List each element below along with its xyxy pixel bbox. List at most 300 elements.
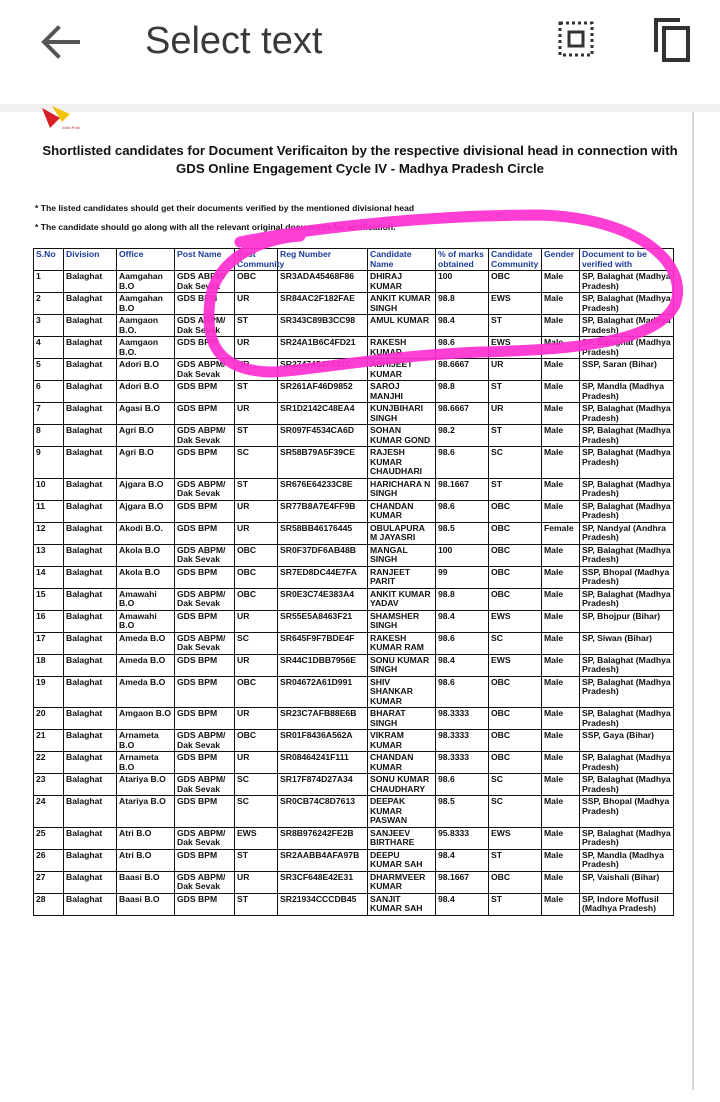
cell-division: Balaghat bbox=[64, 893, 117, 915]
table-row bbox=[34, 752, 674, 774]
cell-reg-number: SR3ADA45468F86 bbox=[278, 271, 368, 293]
cell-sno: 8 bbox=[34, 425, 64, 447]
cell-candidate-community: UR bbox=[489, 359, 542, 381]
cell-post-community: ST bbox=[235, 425, 278, 447]
cell-candidate-name: RANJEET PARIT bbox=[368, 566, 436, 588]
cell-verify-with: SP, Mandla (Madhya Pradesh) bbox=[580, 381, 674, 403]
cell-candidate-name: SOHAN KUMAR GOND bbox=[368, 425, 436, 447]
cell-post-community: UR bbox=[235, 654, 278, 676]
cell-candidate-community: EWS bbox=[489, 827, 542, 849]
cell-candidate-name: RAKESH KUMAR RAM bbox=[368, 632, 436, 654]
column-header: Candidate Community bbox=[489, 249, 542, 271]
table-row bbox=[34, 425, 674, 447]
cell-candidate-name: CHANDAN KUMAR bbox=[368, 500, 436, 522]
cell-gender: Male bbox=[542, 447, 580, 479]
cell-marks: 98.8 bbox=[436, 381, 489, 403]
cell-marks: 98.6 bbox=[436, 676, 489, 708]
cell-candidate-name: OBULAPURA M JAYASRI bbox=[368, 522, 436, 544]
cell-marks: 100 bbox=[436, 544, 489, 566]
cell-office: Aamgahan B.O bbox=[117, 293, 175, 315]
cell-candidate-community: EWS bbox=[489, 654, 542, 676]
cell-marks: 99 bbox=[436, 566, 489, 588]
cell-verify-with: SP, Balaghat (Madhya Pradesh) bbox=[580, 403, 674, 425]
cell-sno: 4 bbox=[34, 337, 64, 359]
cell-division: Balaghat bbox=[64, 293, 117, 315]
cell-post-community: UR bbox=[235, 871, 278, 893]
cell-candidate-community: OBC bbox=[489, 522, 542, 544]
cell-candidate-community: OBC bbox=[489, 752, 542, 774]
cell-verify-with: SP, Balaghat (Madhya Pradesh) bbox=[580, 447, 674, 479]
cell-post-name: GDS ABPM/ Dak Sevak bbox=[175, 478, 235, 500]
cell-candidate-name: SANJEEV BIRTHARE bbox=[368, 827, 436, 849]
cell-verify-with: SP, Balaghat (Madhya Pradesh) bbox=[580, 676, 674, 708]
cell-gender: Male bbox=[542, 544, 580, 566]
cell-office: Ameda B.O bbox=[117, 676, 175, 708]
cell-candidate-community: ST bbox=[489, 425, 542, 447]
cell-candidate-name: SONU KUMAR CHAUDHARY bbox=[368, 774, 436, 796]
cell-verify-with: SP, Balaghat (Madhya Pradesh) bbox=[580, 774, 674, 796]
cell-division: Balaghat bbox=[64, 381, 117, 403]
cell-verify-with: SP, Balaghat (Madhya Pradesh) bbox=[580, 337, 674, 359]
cell-candidate-community: ST bbox=[489, 315, 542, 337]
cell-office: Aamgahan B.O bbox=[117, 271, 175, 293]
table-row bbox=[34, 796, 674, 828]
cell-marks: 98.8 bbox=[436, 588, 489, 610]
cell-sno: 5 bbox=[34, 359, 64, 381]
cell-marks: 98.6 bbox=[436, 632, 489, 654]
cell-division: Balaghat bbox=[64, 500, 117, 522]
cell-candidate-name: ANKIT KUMAR SINGH bbox=[368, 293, 436, 315]
cell-verify-with: SP, Balaghat (Madhya Pradesh) bbox=[580, 588, 674, 610]
cell-candidate-community: OBC bbox=[489, 708, 542, 730]
cell-sno: 10 bbox=[34, 478, 64, 500]
cell-division: Balaghat bbox=[64, 359, 117, 381]
cell-candidate-community: ST bbox=[489, 478, 542, 500]
candidate-table bbox=[33, 248, 674, 916]
cell-gender: Male bbox=[542, 752, 580, 774]
table-row bbox=[34, 708, 674, 730]
cell-candidate-name: SHAMSHER SINGH bbox=[368, 610, 436, 632]
cell-post-community: ST bbox=[235, 381, 278, 403]
cell-post-community: UR bbox=[235, 403, 278, 425]
select-all-icon[interactable] bbox=[557, 20, 595, 58]
cell-post-community: UR bbox=[235, 522, 278, 544]
cell-office: Baasi B.O bbox=[117, 871, 175, 893]
cell-office: Ameda B.O bbox=[117, 654, 175, 676]
table-row bbox=[34, 403, 674, 425]
document-heading: Shortlisted candidates for Document Verificaiton by the respective divisional head in connection with GDS Online Engagement Cycle IV - Madhya Pradesh Circle bbox=[42, 143, 678, 176]
cell-reg-number: SR58BB46176445 bbox=[278, 522, 368, 544]
cell-division: Balaghat bbox=[64, 796, 117, 828]
cell-gender: Male bbox=[542, 827, 580, 849]
cell-gender: Male bbox=[542, 566, 580, 588]
cell-sno: 6 bbox=[34, 381, 64, 403]
cell-candidate-name: ABHIJEET KUMAR bbox=[368, 359, 436, 381]
cell-candidate-name: DEEPU KUMAR SAH bbox=[368, 849, 436, 871]
cell-candidate-name: BHARAT SINGH bbox=[368, 708, 436, 730]
cell-verify-with: SSP, Bhopal (Madhya Pradesh) bbox=[580, 566, 674, 588]
cell-marks: 98.4 bbox=[436, 610, 489, 632]
cell-post-name: GDS BPM bbox=[175, 293, 235, 315]
cell-verify-with: SP, Balaghat (Madhya Pradesh) bbox=[580, 500, 674, 522]
cell-division: Balaghat bbox=[64, 447, 117, 479]
cell-reg-number: SR58B79A5F39CE bbox=[278, 447, 368, 479]
column-header: Division bbox=[64, 249, 117, 271]
cell-sno: 7 bbox=[34, 403, 64, 425]
cell-verify-with: SP, Balaghat (Madhya Pradesh) bbox=[580, 544, 674, 566]
cell-reg-number: SR04672A61D991 bbox=[278, 676, 368, 708]
cell-reg-number: SR676E64233C8E bbox=[278, 478, 368, 500]
cell-post-name: GDS ABPM/ Dak Sevak bbox=[175, 271, 235, 293]
table-row bbox=[34, 871, 674, 893]
cell-gender: Male bbox=[542, 588, 580, 610]
column-header: Reg Number bbox=[278, 249, 368, 271]
cell-post-name: GDS BPM bbox=[175, 654, 235, 676]
cell-office: Atri B.O bbox=[117, 849, 175, 871]
cell-post-community: SC bbox=[235, 774, 278, 796]
cell-reg-number: SR097F4534CA6D bbox=[278, 425, 368, 447]
cell-verify-with: SP, Balaghat (Madhya Pradesh) bbox=[580, 293, 674, 315]
cell-post-name: GDS ABPM/ Dak Sevak bbox=[175, 544, 235, 566]
cell-gender: Male bbox=[542, 632, 580, 654]
table-row bbox=[34, 730, 674, 752]
table-row bbox=[34, 315, 674, 337]
cell-office: Amgaon B.O bbox=[117, 708, 175, 730]
cell-post-community: ST bbox=[235, 849, 278, 871]
table-row bbox=[34, 676, 674, 708]
cell-marks: 98.6 bbox=[436, 774, 489, 796]
cell-candidate-community: OBC bbox=[489, 730, 542, 752]
cell-candidate-name: RAKESH KUMAR bbox=[368, 337, 436, 359]
cell-marks: 98.8 bbox=[436, 293, 489, 315]
cell-verify-with: SSP, Gaya (Bihar) bbox=[580, 730, 674, 752]
cell-candidate-name: SANJIT KUMAR SAH bbox=[368, 893, 436, 915]
column-header: % of marks obtained bbox=[436, 249, 489, 271]
cell-gender: Male bbox=[542, 403, 580, 425]
cell-gender: Male bbox=[542, 315, 580, 337]
cell-marks: 100 bbox=[436, 271, 489, 293]
cell-division: Balaghat bbox=[64, 522, 117, 544]
cell-office: Arnameta B.O bbox=[117, 752, 175, 774]
cell-office: Aamgaon B.O. bbox=[117, 337, 175, 359]
cell-reg-number: SR261AF46D9852 bbox=[278, 381, 368, 403]
column-header: Post Community bbox=[235, 249, 278, 271]
cell-office: Atariya B.O bbox=[117, 774, 175, 796]
cell-marks: 98.5 bbox=[436, 522, 489, 544]
cell-post-community: ST bbox=[235, 893, 278, 915]
table-row bbox=[34, 271, 674, 293]
cell-post-community: UR bbox=[235, 293, 278, 315]
cell-candidate-community: UR bbox=[489, 403, 542, 425]
cell-division: Balaghat bbox=[64, 676, 117, 708]
cell-sno: 25 bbox=[34, 827, 64, 849]
cell-reg-number: SR2AABB4AFA97B bbox=[278, 849, 368, 871]
cell-sno: 2 bbox=[34, 293, 64, 315]
cell-reg-number: SR343C89B3CC98 bbox=[278, 315, 368, 337]
cell-post-community: SC bbox=[235, 796, 278, 828]
cell-candidate-name: SONU KUMAR SINGH bbox=[368, 654, 436, 676]
cell-candidate-name: ANKIT KUMAR YADAV bbox=[368, 588, 436, 610]
cell-sno: 1 bbox=[34, 271, 64, 293]
cell-post-name: GDS BPM bbox=[175, 752, 235, 774]
cell-post-name: GDS BPM bbox=[175, 796, 235, 828]
cell-marks: 98.2 bbox=[436, 425, 489, 447]
cell-post-community: UR bbox=[235, 359, 278, 381]
cell-office: Amawahi B.O bbox=[117, 610, 175, 632]
table-row bbox=[34, 849, 674, 871]
cell-post-community: ST bbox=[235, 478, 278, 500]
cell-post-name: GDS BPM bbox=[175, 447, 235, 479]
cell-office: Atariya B.O bbox=[117, 796, 175, 828]
column-header: Gender bbox=[542, 249, 580, 271]
cell-candidate-name: SHIV SHANKAR KUMAR bbox=[368, 676, 436, 708]
cell-division: Balaghat bbox=[64, 752, 117, 774]
cell-candidate-community: OBC bbox=[489, 566, 542, 588]
cell-reg-number: SR0F37DF6AB48B bbox=[278, 544, 368, 566]
cell-post-community: OBC bbox=[235, 588, 278, 610]
cell-post-community: OBC bbox=[235, 676, 278, 708]
cell-sno: 14 bbox=[34, 566, 64, 588]
cell-office: Baasi B.O bbox=[117, 893, 175, 915]
cell-candidate-community: OBC bbox=[489, 544, 542, 566]
cell-marks: 98.3333 bbox=[436, 708, 489, 730]
cell-division: Balaghat bbox=[64, 544, 117, 566]
cell-marks: 98.3333 bbox=[436, 730, 489, 752]
divider bbox=[0, 104, 720, 112]
cell-verify-with: SP, Bhojpur (Bihar) bbox=[580, 610, 674, 632]
cell-verify-with: SP, Balaghat (Madhya Pradesh) bbox=[580, 271, 674, 293]
cell-marks: 95.8333 bbox=[436, 827, 489, 849]
cell-gender: Male bbox=[542, 500, 580, 522]
cell-reg-number: SR08464241F111 bbox=[278, 752, 368, 774]
cell-candidate-name: CHANDAN KUMAR bbox=[368, 752, 436, 774]
cell-reg-number: SR17F874D27A34 bbox=[278, 774, 368, 796]
table-row bbox=[34, 381, 674, 403]
cell-gender: Male bbox=[542, 478, 580, 500]
cell-sno: 21 bbox=[34, 730, 64, 752]
cell-candidate-name: MANGAL SINGH bbox=[368, 544, 436, 566]
cell-verify-with: SP, Vaishali (Bihar) bbox=[580, 871, 674, 893]
cell-candidate-name: DEEPAK KUMAR PASWAN bbox=[368, 796, 436, 828]
cell-marks: 98.1667 bbox=[436, 478, 489, 500]
cell-post-community: UR bbox=[235, 610, 278, 632]
note-2: * The candidate should go along with all the relevant original documents for verification. bbox=[35, 222, 396, 232]
cell-gender: Male bbox=[542, 774, 580, 796]
page-title: Select text bbox=[145, 20, 323, 62]
table-row bbox=[34, 337, 674, 359]
cell-post-name: GDS ABPM/ Dak Sevak bbox=[175, 425, 235, 447]
table-row bbox=[34, 654, 674, 676]
cell-division: Balaghat bbox=[64, 425, 117, 447]
cell-verify-with: SP, Balaghat (Madhya Pradesh) bbox=[580, 752, 674, 774]
cell-candidate-name: AMUL KUMAR bbox=[368, 315, 436, 337]
cell-post-name: GDS BPM bbox=[175, 849, 235, 871]
cell-post-community: UR bbox=[235, 337, 278, 359]
cell-sno: 18 bbox=[34, 654, 64, 676]
cell-division: Balaghat bbox=[64, 337, 117, 359]
table-row bbox=[34, 774, 674, 796]
cell-sno: 24 bbox=[34, 796, 64, 828]
column-header: Candidate Name bbox=[368, 249, 436, 271]
cell-reg-number: SR0CB74C8D7613 bbox=[278, 796, 368, 828]
cell-gender: Male bbox=[542, 849, 580, 871]
copy-icon[interactable] bbox=[652, 16, 692, 64]
cell-verify-with: SP, Nandyal (Andhra Pradesh) bbox=[580, 522, 674, 544]
table-row bbox=[34, 293, 674, 315]
cell-marks: 98.6667 bbox=[436, 403, 489, 425]
cell-post-name: GDS ABPM/ Dak Sevak bbox=[175, 359, 235, 381]
cell-office: Aamgaon B.O. bbox=[117, 315, 175, 337]
table-row bbox=[34, 588, 674, 610]
table-row bbox=[34, 566, 674, 588]
cell-candidate-community: ST bbox=[489, 849, 542, 871]
cell-gender: Male bbox=[542, 676, 580, 708]
cell-marks: 98.4 bbox=[436, 654, 489, 676]
cell-reg-number: SR21934CCCDB45 bbox=[278, 893, 368, 915]
cell-marks: 98.4 bbox=[436, 893, 489, 915]
cell-post-name: GDS ABPM/ Dak Sevak bbox=[175, 588, 235, 610]
cell-marks: 98.3333 bbox=[436, 752, 489, 774]
cell-office: Agri B.O bbox=[117, 425, 175, 447]
cell-post-name: GDS BPM bbox=[175, 610, 235, 632]
table-row bbox=[34, 544, 674, 566]
cell-division: Balaghat bbox=[64, 871, 117, 893]
cell-gender: Male bbox=[542, 381, 580, 403]
cell-verify-with: SP, Indore Moffusil (Madhya Pradesh) bbox=[580, 893, 674, 915]
cell-sno: 19 bbox=[34, 676, 64, 708]
cell-division: Balaghat bbox=[64, 730, 117, 752]
cell-reg-number: SR01F8436A562A bbox=[278, 730, 368, 752]
cell-marks: 98.4 bbox=[436, 849, 489, 871]
cell-gender: Male bbox=[542, 654, 580, 676]
cell-candidate-community: ST bbox=[489, 381, 542, 403]
cell-post-name: GDS ABPM/ Dak Sevak bbox=[175, 730, 235, 752]
table-row bbox=[34, 827, 674, 849]
cell-verify-with: SP, Balaghat (Madhya Pradesh) bbox=[580, 425, 674, 447]
cell-office: Akola B.O bbox=[117, 566, 175, 588]
cell-post-community: SC bbox=[235, 632, 278, 654]
cell-candidate-name: SAROJ MANJHI bbox=[368, 381, 436, 403]
cell-post-community: OBC bbox=[235, 730, 278, 752]
cell-marks: 98.6 bbox=[436, 500, 489, 522]
cell-marks: 98.6 bbox=[436, 447, 489, 479]
table-row bbox=[34, 893, 674, 915]
cell-post-name: GDS ABPM/ Dak Sevak bbox=[175, 315, 235, 337]
cell-candidate-community: SC bbox=[489, 774, 542, 796]
cell-office: Agasi B.O bbox=[117, 403, 175, 425]
cell-office: Adori B.O bbox=[117, 359, 175, 381]
cell-candidate-name: DHARMVEER KUMAR bbox=[368, 871, 436, 893]
cell-candidate-community: SC bbox=[489, 796, 542, 828]
cell-post-community: OBC bbox=[235, 566, 278, 588]
cell-gender: Female bbox=[542, 522, 580, 544]
arrow-left-icon[interactable] bbox=[38, 22, 82, 62]
cell-candidate-community: OBC bbox=[489, 500, 542, 522]
table-row bbox=[34, 500, 674, 522]
cell-sno: 3 bbox=[34, 315, 64, 337]
cell-office: Atri B.O bbox=[117, 827, 175, 849]
note-1: * The listed candidates should get their documents verified by the mentioned divisional head bbox=[35, 203, 415, 213]
cell-reg-number: SR8B976242FE2B bbox=[278, 827, 368, 849]
cell-candidate-community: OBC bbox=[489, 871, 542, 893]
cell-gender: Male bbox=[542, 871, 580, 893]
table-row bbox=[34, 359, 674, 381]
cell-gender: Male bbox=[542, 610, 580, 632]
cell-marks: 98.6667 bbox=[436, 359, 489, 381]
cell-office: Ajgara B.O bbox=[117, 478, 175, 500]
cell-division: Balaghat bbox=[64, 315, 117, 337]
cell-candidate-community: OBC bbox=[489, 676, 542, 708]
cell-gender: Male bbox=[542, 293, 580, 315]
table-row bbox=[34, 447, 674, 479]
cell-post-community: SC bbox=[235, 447, 278, 479]
cell-candidate-community: SC bbox=[489, 447, 542, 479]
cell-division: Balaghat bbox=[64, 566, 117, 588]
table-row bbox=[34, 478, 674, 500]
cell-gender: Male bbox=[542, 337, 580, 359]
cell-gender: Male bbox=[542, 359, 580, 381]
cell-division: Balaghat bbox=[64, 827, 117, 849]
cell-office: Ajgara B.O bbox=[117, 500, 175, 522]
cell-division: Balaghat bbox=[64, 588, 117, 610]
cell-division: Balaghat bbox=[64, 774, 117, 796]
table-header-row bbox=[34, 249, 674, 271]
cell-sno: 17 bbox=[34, 632, 64, 654]
cell-division: Balaghat bbox=[64, 654, 117, 676]
cell-marks: 98.5 bbox=[436, 796, 489, 828]
cell-post-name: GDS BPM bbox=[175, 893, 235, 915]
cell-division: Balaghat bbox=[64, 271, 117, 293]
cell-candidate-community: OBC bbox=[489, 588, 542, 610]
cell-reg-number: SR23C7AFB88E6B bbox=[278, 708, 368, 730]
cell-sno: 26 bbox=[34, 849, 64, 871]
cell-office: Agri B.O bbox=[117, 447, 175, 479]
cell-post-name: GDS BPM bbox=[175, 566, 235, 588]
cell-post-name: GDS ABPM/ Dak Sevak bbox=[175, 871, 235, 893]
cell-verify-with: SP, Balaghat (Madhya Pradesh) bbox=[580, 827, 674, 849]
cell-candidate-community: SC bbox=[489, 632, 542, 654]
cell-marks: 98.1667 bbox=[436, 871, 489, 893]
cell-reg-number: SR645F9F7BDE4F bbox=[278, 632, 368, 654]
cell-office: Ameda B.O bbox=[117, 632, 175, 654]
cell-sno: 16 bbox=[34, 610, 64, 632]
cell-sno: 11 bbox=[34, 500, 64, 522]
cell-post-name: GDS BPM bbox=[175, 522, 235, 544]
cell-verify-with: SP, Balaghat (Madhya Pradesh) bbox=[580, 315, 674, 337]
cell-division: Balaghat bbox=[64, 610, 117, 632]
cell-office: Akodi B.O. bbox=[117, 522, 175, 544]
cell-candidate-community: OBC bbox=[489, 271, 542, 293]
cell-division: Balaghat bbox=[64, 478, 117, 500]
cell-division: Balaghat bbox=[64, 403, 117, 425]
cell-reg-number: SR1D2142C48EA4 bbox=[278, 403, 368, 425]
column-header: Document to be verified with bbox=[580, 249, 674, 271]
cell-gender: Male bbox=[542, 708, 580, 730]
cell-division: Balaghat bbox=[64, 849, 117, 871]
cell-candidate-name: DHIRAJ KUMAR bbox=[368, 271, 436, 293]
cell-reg-number: SR44C1DBB7956E bbox=[278, 654, 368, 676]
cell-reg-number: SR0E3C74E383A4 bbox=[278, 588, 368, 610]
cell-sno: 12 bbox=[34, 522, 64, 544]
cell-post-community: OBC bbox=[235, 271, 278, 293]
cell-sno: 13 bbox=[34, 544, 64, 566]
cell-reg-number: SR27474547A51C bbox=[278, 359, 368, 381]
cell-reg-number: SR77B8A7E4FF9B bbox=[278, 500, 368, 522]
cell-verify-with: SSP, Saran (Bihar) bbox=[580, 359, 674, 381]
table-row bbox=[34, 632, 674, 654]
column-header: Office bbox=[117, 249, 175, 271]
cell-sno: 23 bbox=[34, 774, 64, 796]
